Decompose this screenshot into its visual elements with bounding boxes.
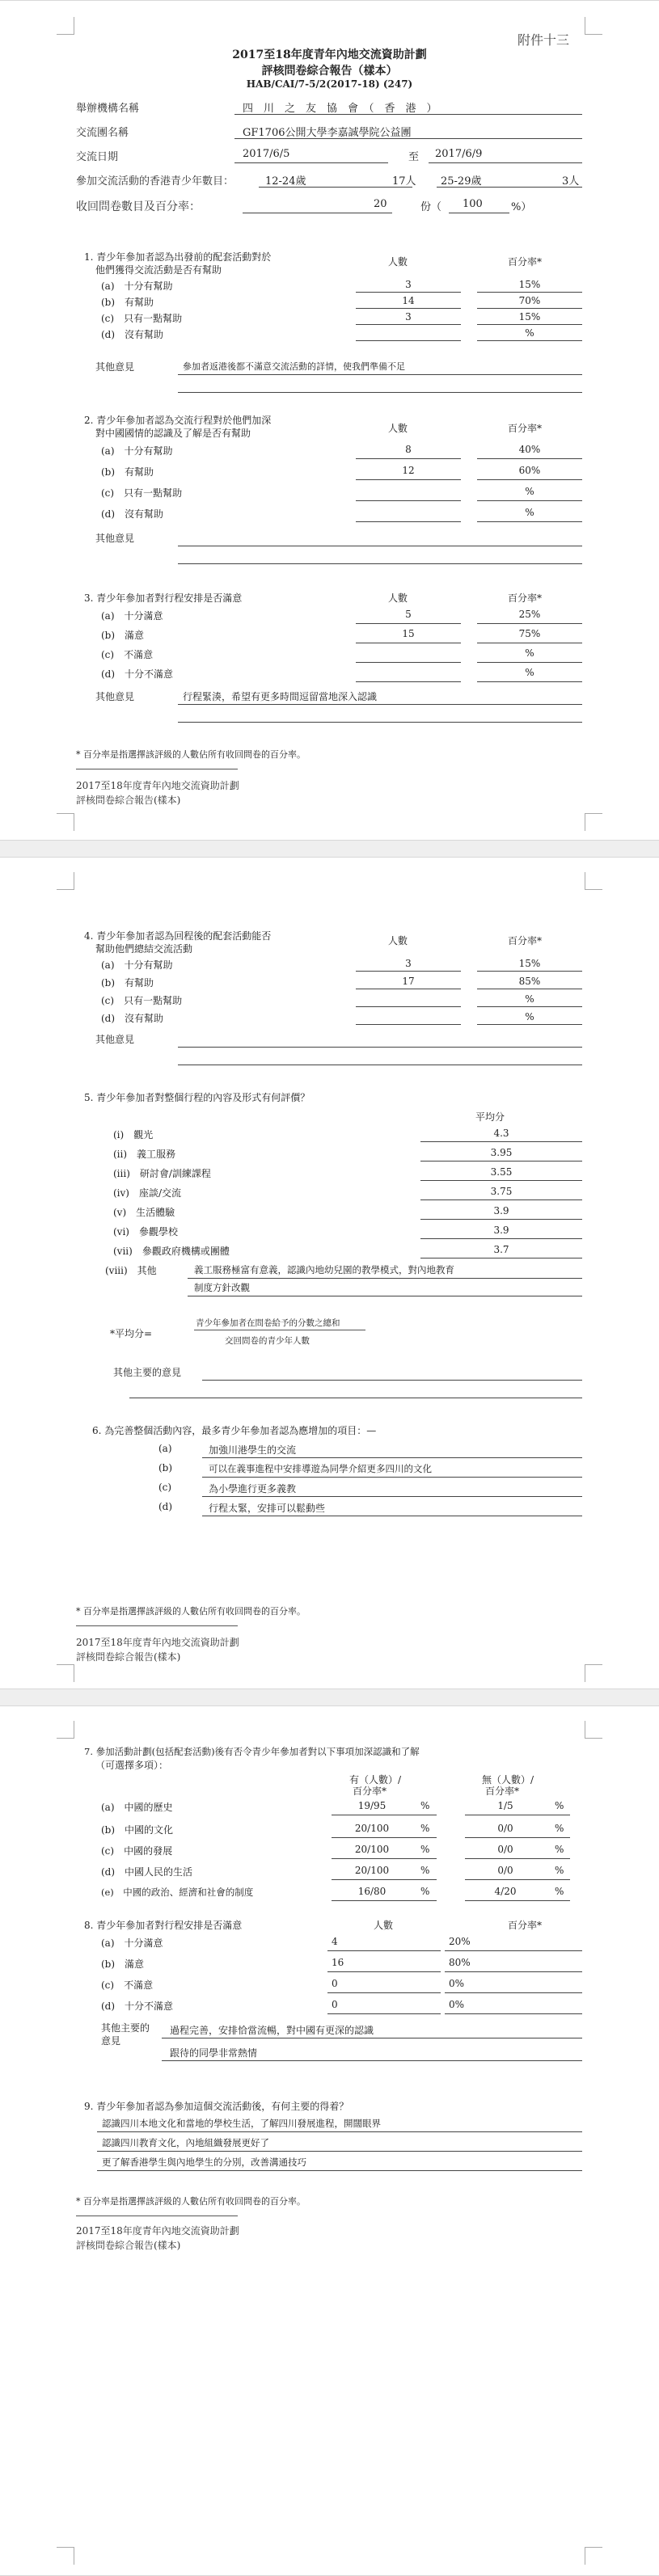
- q8-row-d-label: (d) 十分不滿意: [101, 2001, 174, 2012]
- q1-text-2: 他們獲得交流活動是否有幫助: [95, 264, 222, 276]
- org-value: 四 川 之 友 協 會 （ 香 港 ）: [243, 103, 437, 115]
- q2-text-1: 2. 青少年參加者認為交流行程對於他們加深: [84, 415, 272, 426]
- q8-row-a-count: 4: [332, 1936, 338, 1947]
- q1-row-a-count: 3: [405, 279, 412, 290]
- q7-col-yes-2: 百分率*: [353, 1785, 387, 1797]
- q5-row-i-label: (i) 觀光: [113, 1129, 154, 1140]
- q8-row-c-pct: 0%: [449, 1978, 465, 1989]
- q3-row-b-count: 15: [402, 628, 415, 639]
- q1-text-1: 1. 青少年參加者認為出發前的配套活動對於: [84, 251, 272, 263]
- q5-row-viii-label: (viii) 其他: [105, 1265, 157, 1276]
- q3-row-a-label: (a) 十分滿意: [101, 610, 163, 622]
- date-label: 交流日期: [76, 151, 119, 163]
- q7-row-c-yes: 20/100: [354, 1844, 390, 1855]
- q5-row-v-score: 3.9: [493, 1205, 509, 1216]
- q7-row-a-no-unit: %: [555, 1800, 564, 1811]
- q7-row-a-label: (a) 中國的歷史: [101, 1802, 173, 1813]
- q5-text: 5. 青少年參加者對整個行程的內容及形式有何評價？: [84, 1092, 310, 1103]
- q2-other-label: 其他意見: [95, 533, 135, 544]
- q7-row-e-label: (e) 中國的政治、經濟和社會的制度: [101, 1887, 254, 1898]
- q5-row-i-score: 4.3: [493, 1128, 509, 1139]
- q2-row-a-count: 8: [405, 444, 412, 455]
- q6-item-a-value: 加強川港學生的交流: [209, 1444, 297, 1456]
- q1-other-value: 參加者返港後都不滿意交流活動的詳情，使我們準備不足: [183, 361, 405, 372]
- q1-row-c-count: 3: [405, 311, 412, 323]
- footer-line-2: 評核問卷綜合報告(樣本): [76, 795, 181, 806]
- q4-text-1: 4. 青少年參加者認為回程後的配套活動能否: [84, 930, 272, 942]
- q7-text-2: （可選擇多項）：: [95, 1760, 169, 1771]
- q7-row-d-no-unit: %: [555, 1865, 564, 1876]
- returned-unit: 份（: [420, 201, 442, 213]
- q9-answer-1: 認識四川本地文化和當地的學校生活，了解四川發展進程，開闊眼界: [102, 2118, 381, 2129]
- footnote: * 百分率是指選擇該評級的人數佔所有收回問卷的百分率。: [76, 1606, 306, 1617]
- q8-row-d-count: 0: [332, 1999, 338, 2010]
- youth-count-label: 參加交流活動的香港青少年數目：: [76, 175, 234, 188]
- returned-pct-unit: %）: [511, 201, 532, 213]
- date-from: 2017/6/5: [243, 148, 290, 160]
- footer-line-1: 2017至18年度青年內地交流資助計劃: [76, 780, 239, 791]
- q1-row-c-label: (c) 只有一點幫助: [101, 313, 183, 324]
- footer-line-2: 評核問卷綜合報告(樣本): [76, 2240, 181, 2251]
- q2-row-c-label: (c) 只有一點幫助: [101, 487, 183, 499]
- q2-row-d-label: (d) 沒有幫助: [101, 508, 164, 520]
- q3-other-label: 其他意見: [95, 691, 135, 702]
- crop-mark: [585, 2547, 602, 2565]
- q5-formula-label: *平均分=: [110, 1328, 153, 1339]
- q7-row-d-label: (d) 中國人民的生活: [101, 1866, 193, 1878]
- returned-pct: 100: [463, 198, 483, 210]
- q8-col-people: 人數: [374, 1920, 394, 1931]
- q3-row-c-pct: %: [525, 647, 534, 659]
- q4-row-a-pct: 15%: [518, 958, 541, 969]
- q3-row-d-label: (d) 十分不滿意: [101, 668, 174, 680]
- q7-row-c-yes-unit: %: [420, 1844, 430, 1855]
- q5-row-iv-label: (iv) 座談/交流: [113, 1187, 182, 1199]
- q8-row-d-pct: 0%: [449, 1999, 465, 2010]
- report-subtitle: 評核問卷綜合報告（樣本）: [261, 65, 398, 78]
- q8-row-a-pct: 20%: [449, 1936, 471, 1947]
- q4-row-a-count: 3: [405, 958, 412, 969]
- returned-count: 20: [374, 198, 387, 210]
- q3-row-a-pct: 25%: [518, 609, 541, 620]
- q1-row-b-count: 14: [402, 295, 415, 306]
- q7-row-b-yes-unit: %: [420, 1823, 430, 1834]
- q5-row-iii-label: (iii) 研討會/訓練課程: [113, 1168, 211, 1179]
- age-group-2-label: 25-29歲: [441, 175, 482, 188]
- q6-item-b-value: 可以在義事進程中安排導遊為同學介紹更多四川的文化: [209, 1463, 432, 1474]
- q5-avg-label: 平均分: [475, 1111, 505, 1123]
- q5-row-iii-score: 3.55: [490, 1166, 513, 1178]
- q7-col-yes: 有（人數）/: [349, 1774, 402, 1785]
- q5-row-iv-score: 3.75: [490, 1186, 513, 1197]
- footer-line-1: 2017至18年度青年內地交流資助計劃: [76, 2225, 239, 2237]
- q6-item-c-label: (c): [158, 1482, 172, 1493]
- q7-col-no-2: 百分率*: [485, 1785, 520, 1797]
- date-to: 2017/6/9: [435, 148, 483, 160]
- crop-mark: [57, 872, 74, 890]
- q4-text-2: 幫助他們總結交流活動: [95, 943, 193, 955]
- q5-row-ii-label: (ii) 義工服務: [113, 1149, 176, 1160]
- q7-row-b-no-unit: %: [555, 1823, 564, 1834]
- q3-other-value: 行程緊湊，希望有更多時間逗留當地深入認識: [183, 691, 378, 702]
- q2-row-a-pct: 40%: [518, 444, 541, 455]
- q7-text-1: 7. 參加活動計劃(包括配套活動)後有否令青少年參加者對以下事項加深認識和了解: [84, 1746, 420, 1757]
- q2-row-b-count: 12: [402, 465, 415, 476]
- q3-row-b-pct: 75%: [518, 628, 541, 639]
- q2-row-b-label: (b) 有幫助: [101, 466, 154, 478]
- age-group-2-count: 3人: [562, 175, 580, 188]
- crop-mark: [585, 17, 602, 35]
- q2-row-d-pct: %: [525, 507, 534, 518]
- q2-text-2: 對中國國情的認識及了解是否有幫助: [95, 428, 251, 439]
- q8-text: 8. 青少年參加者對行程安排是否滿意: [84, 1920, 243, 1931]
- q5-formula-denominator: 交回問卷的青少年人數: [225, 1336, 310, 1346]
- q7-row-d-no: 0/0: [497, 1865, 513, 1876]
- q5-row-vii-label: (vii) 參觀政府機構或團體: [113, 1246, 230, 1257]
- report-code: HAB/CAI/7-5/2(2017-18) (247): [246, 78, 413, 90]
- q7-row-c-no: 0/0: [497, 1844, 513, 1855]
- q1-col-pct: 百分率*: [508, 256, 543, 268]
- q3-row-c-label: (c) 不滿意: [101, 649, 154, 660]
- q1-row-a-pct: 15%: [518, 279, 541, 290]
- returned-label: 收回問卷數目及百分率：: [76, 200, 201, 213]
- q7-row-a-yes-unit: %: [420, 1800, 430, 1811]
- q6-text: 6. 為完善整個活動內容，最多青少年參加者認為應增加的項目：—: [92, 1425, 377, 1436]
- q2-col-pct: 百分率*: [508, 423, 543, 434]
- q7-row-a-yes: 19/95: [357, 1800, 387, 1811]
- q7-row-e-no-unit: %: [555, 1886, 564, 1897]
- q6-item-c-value: 為小學進行更多義教: [209, 1483, 297, 1495]
- q2-col-people: 人數: [388, 423, 408, 434]
- q5-formula-numerator: 青少年參加者在問卷給予的分數之總和: [196, 1318, 340, 1328]
- annex-label: 附件十三: [517, 32, 570, 48]
- crop-mark: [585, 1721, 602, 1739]
- q8-row-c-count: 0: [332, 1978, 338, 1989]
- footnote: * 百分率是指選擇該評級的人數佔所有收回問卷的百分率。: [76, 749, 306, 760]
- q4-other-label: 其他意見: [95, 1034, 135, 1045]
- footer-line-2: 評核問卷綜合報告(樣本): [76, 1651, 181, 1663]
- q7-row-e-yes: 16/80: [357, 1886, 387, 1897]
- crop-mark: [585, 1664, 602, 1682]
- q1-row-d-pct: %: [525, 327, 534, 339]
- q9-answer-3: 更了解香港學生與內地學生的分別，改善溝通技巧: [102, 2157, 306, 2168]
- q3-col-pct: 百分率*: [508, 592, 543, 604]
- q7-row-b-yes: 20/100: [354, 1823, 390, 1834]
- document-page-2: [0, 857, 659, 1689]
- q8-other-label: 其他主要的意見: [101, 2022, 150, 2047]
- q5-row-viii-value-2: 制度方針改觀: [194, 1282, 250, 1293]
- q5-row-vi-score: 3.9: [493, 1225, 509, 1236]
- document-page-1: [0, 0, 659, 841]
- q1-row-d-label: (d) 沒有幫助: [101, 329, 164, 340]
- age-group-1-label: 12-24歲: [265, 175, 306, 188]
- q1-row-b-label: (b) 有幫助: [101, 297, 154, 308]
- crop-mark: [57, 17, 74, 35]
- q8-row-b-label: (b) 滿意: [101, 1958, 145, 1970]
- q7-row-e-yes-unit: %: [420, 1886, 430, 1897]
- q4-row-b-count: 17: [402, 976, 415, 987]
- crop-mark: [57, 813, 74, 831]
- q7-col-no: 無（人數）/: [482, 1774, 534, 1785]
- q5-row-viii-value-1: 義工服務極富有意義，認識內地幼兒園的教學模式，對內地教育: [194, 1264, 454, 1275]
- q7-row-c-label: (c) 中國的發展: [101, 1845, 173, 1857]
- q4-row-a-label: (a) 十分有幫助: [101, 959, 173, 971]
- q5-other-label: 其他主要的意見: [113, 1367, 182, 1378]
- q7-row-d-yes: 20/100: [354, 1865, 390, 1876]
- q6-item-d-value: 行程太緊，安排可以鬆動些: [209, 1503, 326, 1514]
- q5-row-vi-label: (vi) 參觀學校: [113, 1226, 178, 1237]
- q4-row-d-pct: %: [525, 1011, 534, 1022]
- q7-row-e-no: 4/20: [494, 1886, 517, 1897]
- footer-line-1: 2017至18年度青年內地交流資助計劃: [76, 1637, 239, 1648]
- report-title: 2017至18年度青年內地交流資助計劃: [232, 48, 427, 61]
- q8-other-value-2: 跟待的同學非常熱情: [170, 2047, 258, 2059]
- q5-row-vii-score: 3.7: [493, 1244, 509, 1255]
- q4-row-b-label: (b) 有幫助: [101, 977, 154, 989]
- q3-row-a-count: 5: [405, 609, 412, 620]
- q4-col-pct: 百分率*: [508, 935, 543, 947]
- q7-row-b-label: (b) 中國的文化: [101, 1824, 174, 1836]
- q5-row-ii-score: 3.95: [490, 1147, 513, 1158]
- q9-text: 9. 青少年參加者認為參加這個交流活動後，有何主要的得着？: [84, 2101, 349, 2112]
- crop-mark: [57, 2547, 74, 2565]
- age-group-1-count: 17人: [392, 175, 416, 188]
- q2-row-b-pct: 60%: [518, 465, 541, 476]
- q1-row-c-pct: 15%: [518, 311, 541, 323]
- q7-row-c-no-unit: %: [555, 1844, 564, 1855]
- q1-col-people: 人數: [388, 256, 408, 268]
- document-page-3: [0, 1705, 659, 2576]
- q2-row-a-label: (a) 十分有幫助: [101, 445, 173, 457]
- crop-mark: [57, 1664, 74, 1682]
- q8-col-pct: 百分率*: [508, 1920, 543, 1931]
- q6-item-d-label: (d): [158, 1501, 173, 1512]
- q8-other-value-1: 過程完善，安排恰當流暢，對中國有更深的認識: [170, 2025, 374, 2036]
- q6-item-b-label: (b): [158, 1462, 173, 1474]
- q3-row-d-pct: %: [525, 667, 534, 678]
- q7-row-b-no: 0/0: [497, 1823, 513, 1834]
- q4-col-people: 人數: [388, 935, 408, 947]
- q1-row-b-pct: 70%: [518, 295, 541, 306]
- q5-row-v-label: (v) 生活體驗: [113, 1207, 175, 1218]
- q3-row-b-label: (b) 滿意: [101, 630, 145, 641]
- q4-row-c-pct: %: [525, 993, 534, 1005]
- q8-row-b-pct: 80%: [449, 1957, 471, 1968]
- date-to-label: 至: [408, 151, 420, 163]
- q8-row-c-label: (c) 不滿意: [101, 1979, 154, 1991]
- q7-row-d-yes-unit: %: [420, 1865, 430, 1876]
- q4-row-b-pct: 85%: [518, 976, 541, 987]
- footnote: * 百分率是指選擇該評級的人數佔所有收回問卷的百分率。: [76, 2196, 306, 2207]
- crop-mark: [585, 813, 602, 831]
- q4-row-c-label: (c) 只有一點幫助: [101, 995, 183, 1006]
- q2-row-c-pct: %: [525, 486, 534, 497]
- q3-text-1: 3. 青少年參加者對行程安排是否滿意: [84, 592, 243, 604]
- group-label: 交流團名稱: [76, 127, 129, 139]
- q8-row-a-label: (a) 十分滿意: [101, 1937, 163, 1949]
- crop-mark: [57, 1721, 74, 1739]
- crop-mark: [585, 872, 602, 890]
- q9-answer-2: 認識四川教育文化，內地組織發展更好了: [102, 2137, 269, 2148]
- q7-row-a-no: 1/5: [497, 1800, 513, 1811]
- org-label: 舉辦機構名稱: [76, 103, 140, 115]
- group-value: GF1706公開大學李嘉誠學院公益團: [243, 127, 412, 139]
- q6-item-a-label: (a): [158, 1443, 172, 1454]
- q1-row-a-label: (a) 十分有幫助: [101, 280, 173, 292]
- q3-col-people: 人數: [388, 592, 408, 604]
- q1-other-label: 其他意見: [95, 361, 135, 373]
- q8-row-b-count: 16: [332, 1957, 344, 1968]
- q4-row-d-label: (d) 沒有幫助: [101, 1013, 164, 1024]
